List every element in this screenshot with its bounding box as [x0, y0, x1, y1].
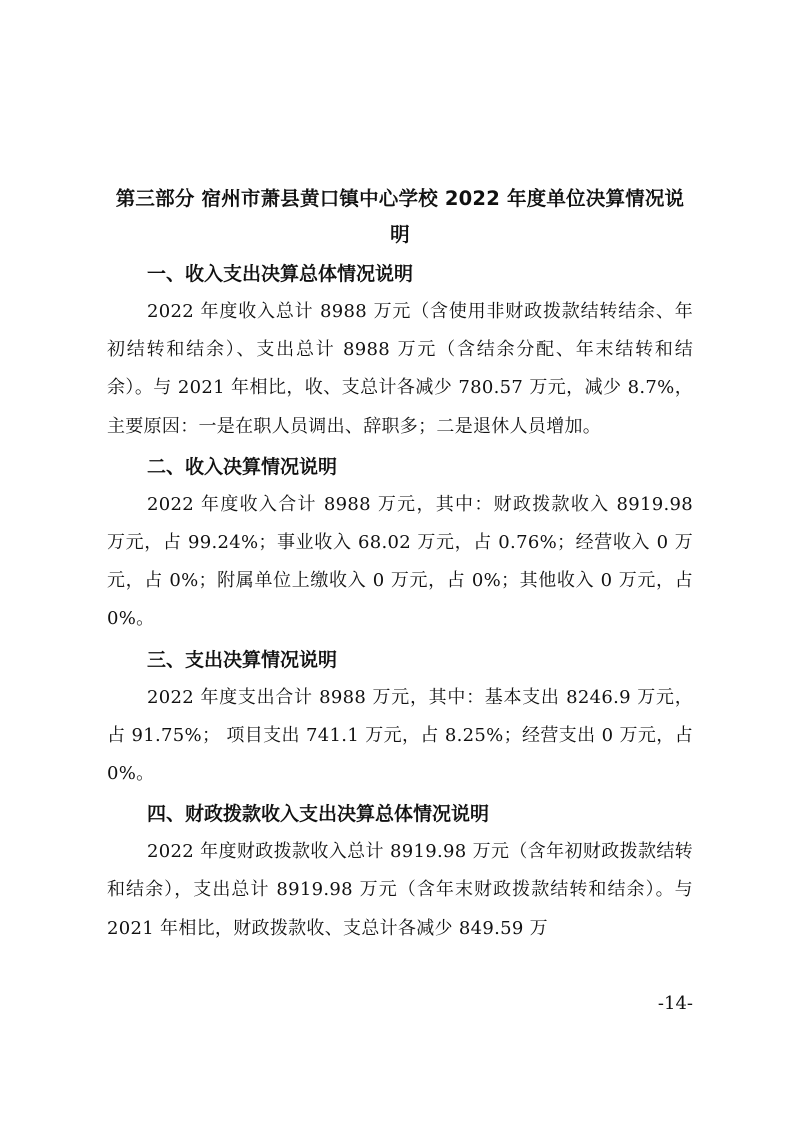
- section-heading-3: 三、支出决算情况说明: [147, 648, 338, 671]
- document-title: 第三部分 宿州市萧县黄口镇中心学校 2022 年度单位决算情况说明: [115, 187, 685, 246]
- section-body-2: 2022 年度收入合计 8988 万元，其中：财政拨款收入 8919.98 万元，占 99.24%；事业收入 68.02 万元，占 0.76%；经营收入 0 万元，占 0%；附属单位上缴收入 0 万元，占 0%；其他收入 0 万元，占 0%。: [107, 493, 693, 630]
- section-body-1: 2022 年度收入总计 8988 万元（含使用非财政拨款结转结余、年初结转和结余）、支出总计 8988 万元（含结余分配、年末结转和结余）。与 2021 年相比，收、支总计各减少 780.57 万元，减少 8.7%，主要原因：一是在职人员调出、辞职多；二是退休人员增加。: [107, 301, 693, 437]
- section-body-4: 2022 年度财政拨款收入总计 8919.98 万元（含年初财政拨款结转和结余），支出总计 8919.98 万元（含年末财政拨款结转和结余）。与 2021 年相比，财政拨款收、支总计各减少 849.59 万: [107, 841, 693, 939]
- section-heading-1: 一、收入支出决算总体情况说明: [147, 263, 414, 285]
- document-page: [107, 181, 693, 948]
- section-heading-4: 四、财政拨款收入支出决算总体情况说明: [147, 803, 490, 826]
- section-body-3: 2022 年度支出合计 8988 万元，其中：基本支出 8246.9 万元，占 91.75%； 项目支出 741.1 万元，占 8.25%；经营支出 0 万元，占 0%。: [107, 686, 693, 785]
- section-heading-2: 二、收入决算情况说明: [147, 455, 338, 478]
- page-number: -14-: [657, 993, 693, 1014]
